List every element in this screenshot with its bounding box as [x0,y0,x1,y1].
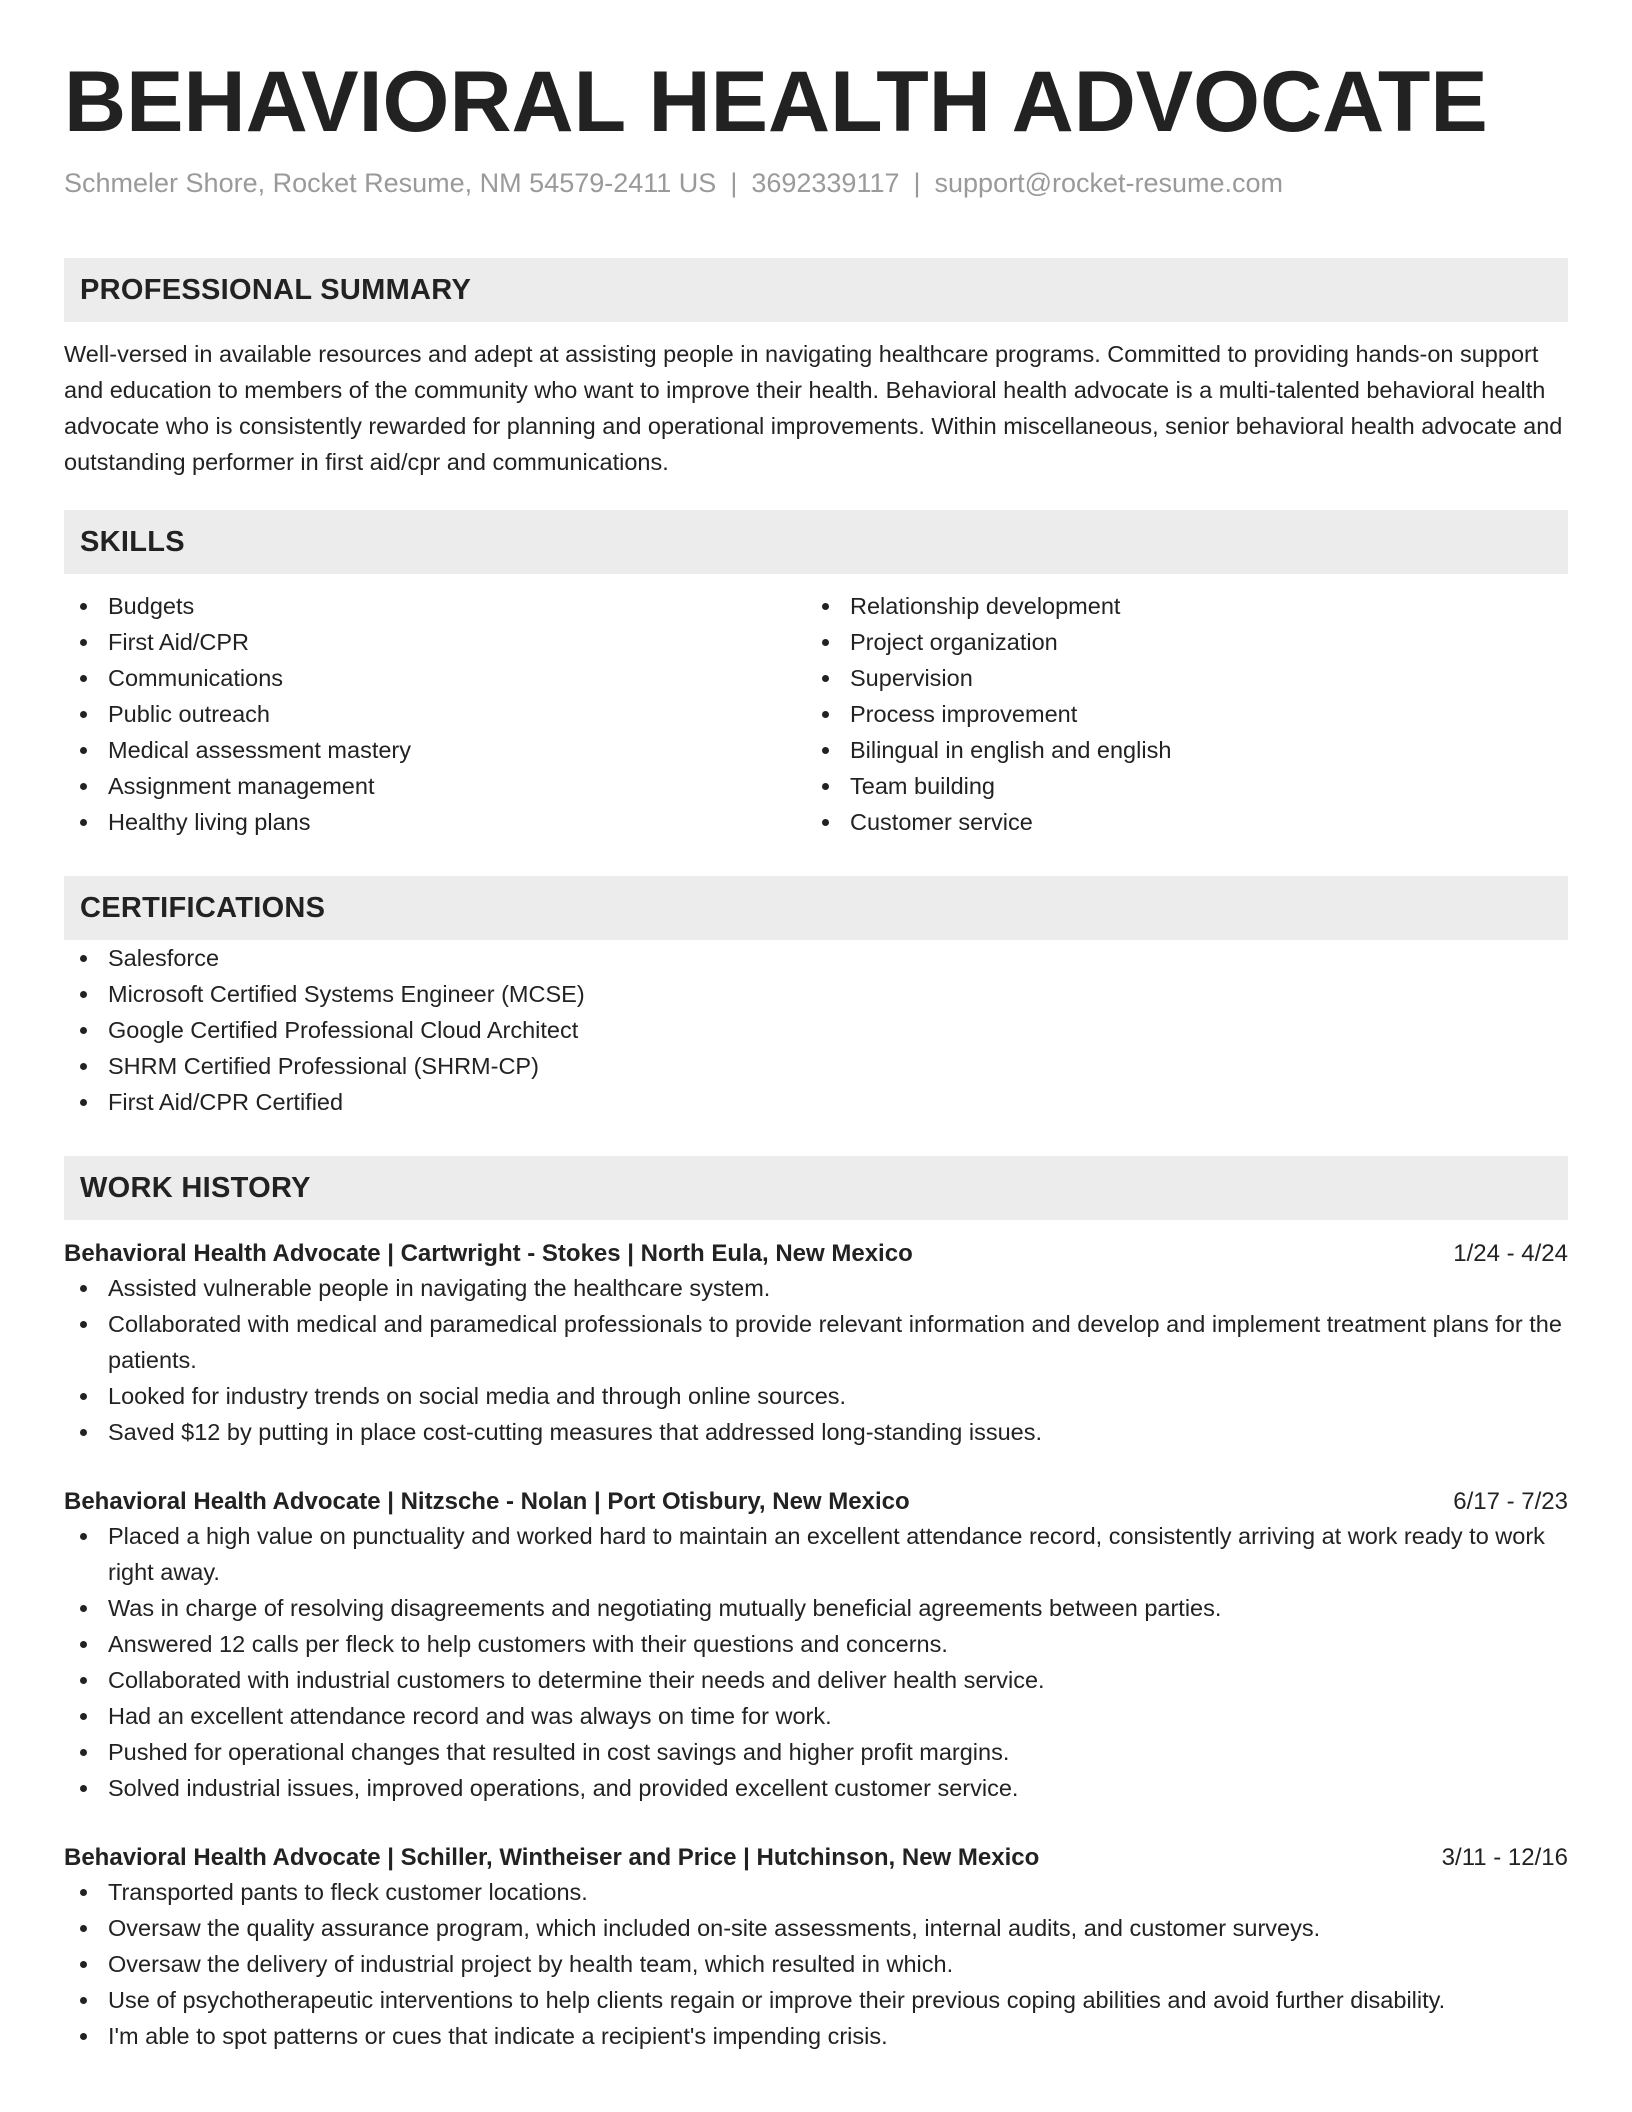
skill-item: Customer service [806,804,1548,840]
address: Schmeler Shore, Rocket Resume, NM 54579-2411 US [64,168,717,198]
job-bullet: I'm able to spot patterns or cues that indicate a recipient's impending crisis. [64,2018,1568,2054]
job-bullet: Looked for industry trends on social media and through online sources. [64,1378,1568,1414]
bullet-icon [822,711,829,718]
skill-item: Team building [806,768,1548,804]
job-bullets [64,1518,1568,1806]
bullet-icon [80,747,87,754]
bullet-icon [80,955,87,962]
job-title-row [64,1238,1568,1270]
skill-item: Budgets [64,588,806,624]
job-dates: 1/24 - 4/24 [1453,1240,1568,1267]
bullet-icon [80,1641,87,1648]
bullet-icon [822,603,829,610]
separator: | [730,168,738,198]
certification-item: SHRM Certified Professional (SHRM-CP) [64,1048,1568,1084]
bullet-icon [80,1749,87,1756]
bullet-icon [80,1997,87,2004]
bullet-icon [80,1785,87,1792]
job-title-row [64,1842,1568,1874]
job-bullets [64,1874,1568,2054]
certification-item: Google Certified Professional Cloud Architect [64,1012,1568,1048]
bullet-icon [80,1393,87,1400]
skill-item: Process improvement [806,696,1548,732]
bullet-icon [80,603,87,610]
skill-item: Public outreach [64,696,806,732]
section-header-work-history: WORK HISTORY [64,1156,1568,1220]
job-bullet: Solved industrial issues, improved operations, and provided excellent customer service. [64,1770,1568,1806]
job-entry [64,1842,1568,2054]
bullet-icon [80,1713,87,1720]
certification-item: First Aid/CPR Certified [64,1084,1568,1120]
job-title: Behavioral Health Advocate | Cartwright - Stokes | North Eula, New Mexico [64,1240,913,1267]
job-bullet: Use of psychotherapeutic interventions to help clients regain or improve their previous coping abilities and avoid further disability. [64,1982,1568,2018]
bullet-icon [80,1533,87,1540]
bullet-icon [80,1099,87,1106]
certifications-list [64,940,1568,1120]
job-bullet: Collaborated with medical and paramedical professionals to provide relevant information and develop and implement treatment plans for the patients. [64,1306,1568,1378]
bullet-icon [80,1429,87,1436]
job-bullet: Oversaw the delivery of industrial project by health team, which resulted in which. [64,1946,1568,1982]
job-bullet: Assisted vulnerable people in navigating the healthcare system. [64,1270,1568,1306]
section-header-certifications: CERTIFICATIONS [64,876,1568,940]
bullet-icon [822,639,829,646]
bullet-icon [822,783,829,790]
job-bullet: Collaborated with industrial customers to determine their needs and deliver health service. [64,1662,1568,1698]
bullet-icon [80,675,87,682]
bullet-icon [80,1925,87,1932]
job-entry [64,1486,1568,1806]
skills-column-right [806,588,1548,840]
skill-item: Project organization [806,624,1548,660]
bullet-icon [80,711,87,718]
skill-item: Relationship development [806,588,1548,624]
skills-grid [64,588,1568,840]
job-bullet: Was in charge of resolving disagreements and negotiating mutually beneficial agreements between parties. [64,1590,1568,1626]
job-bullet: Pushed for operational changes that resulted in cost savings and higher profit margins. [64,1734,1568,1770]
bullet-icon [80,991,87,998]
bullet-icon [80,1063,87,1070]
job-bullet: Transported pants to fleck customer locations. [64,1874,1568,1910]
job-bullet: Placed a high value on punctuality and worked hard to maintain an excellent attendance record, consistently arriving at work ready to work right away. [64,1518,1568,1590]
bullet-icon [822,675,829,682]
bullet-icon [822,747,829,754]
job-bullet: Oversaw the quality assurance program, which included on-site assessments, internal audits, and customer surveys. [64,1910,1568,1946]
bullet-icon [80,1285,87,1292]
email: support@rocket-resume.com [934,168,1284,198]
skill-item: Supervision [806,660,1548,696]
bullet-icon [80,1027,87,1034]
skill-item: Bilingual in english and english [806,732,1548,768]
skill-item: First Aid/CPR [64,624,806,660]
bullet-icon [80,783,87,790]
job-title: Behavioral Health Advocate | Nitzsche - Nolan | Port Otisbury, New Mexico [64,1488,910,1515]
job-title-row [64,1486,1568,1518]
section-header-summary: PROFESSIONAL SUMMARY [64,258,1568,322]
job-bullet: Had an excellent attendance record and was always on time for work. [64,1698,1568,1734]
job-entry [64,1238,1568,1450]
skills-column-left [64,588,806,840]
contact-line [64,166,1568,200]
job-dates: 3/11 - 12/16 [1441,1844,1568,1871]
job-bullet: Saved $12 by putting in place cost-cutting measures that addressed long-standing issues. [64,1414,1568,1450]
bullet-icon [80,1677,87,1684]
job-bullet: Answered 12 calls per fleck to help customers with their questions and concerns. [64,1626,1568,1662]
certification-item: Microsoft Certified Systems Engineer (MCSE) [64,976,1568,1012]
job-bullets [64,1270,1568,1450]
job-title: Behavioral Health Advocate | Schiller, Wintheiser and Price | Hutchinson, New Mexico [64,1844,1040,1871]
section-header-skills: SKILLS [64,510,1568,574]
job-dates: 6/17 - 7/23 [1453,1488,1568,1515]
bullet-icon [80,1321,87,1328]
skill-item: Healthy living plans [64,804,806,840]
page-title: BEHAVIORAL HEALTH ADVOCATE [64,54,1488,150]
bullet-icon [822,819,829,826]
bullet-icon [80,1961,87,1968]
bullet-icon [80,1889,87,1896]
bullet-icon [80,819,87,826]
summary-text: Well-versed in available resources and adept at assisting people in navigating healthcare programs. Committed to providing hands-on support and education to members of the community who want to improve their health. Behavioral health advocate is a multi-talented behavioral health advocate who is consistently rewarded for planning and operational improvements. Within miscellaneous, senior behavioral health advocate and outstanding performer in first aid/cpr and communications. [64,341,1563,475]
bullet-icon [80,639,87,646]
separator: | [913,168,921,198]
skill-item: Assignment management [64,768,806,804]
resume-page [64,52,1568,2054]
certification-item: Salesforce [64,940,1568,976]
bullet-icon [80,2033,87,2040]
bullet-icon [80,1605,87,1612]
phone: 3692339117 [751,168,900,198]
skill-item: Communications [64,660,806,696]
skill-item: Medical assessment mastery [64,732,806,768]
